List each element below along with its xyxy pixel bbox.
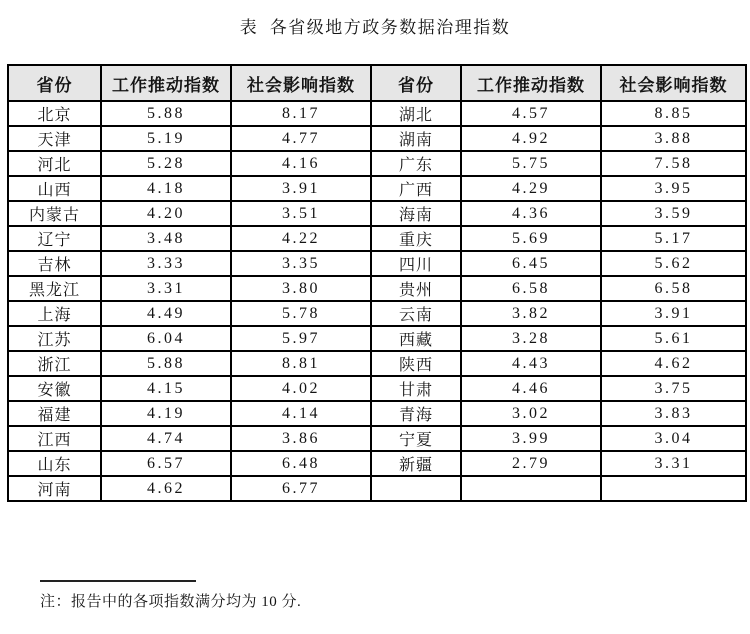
index-value-cell: 4.49 (101, 301, 231, 326)
index-value-cell (601, 476, 746, 501)
province-cell: 河南 (8, 476, 101, 501)
province-cell: 内蒙古 (8, 201, 101, 226)
province-cell: 河北 (8, 151, 101, 176)
province-cell: 广西 (371, 176, 461, 201)
index-value-cell: 4.15 (101, 376, 231, 401)
province-cell: 贵州 (371, 276, 461, 301)
index-value-cell: 3.33 (101, 251, 231, 276)
index-value-cell: 5.28 (101, 151, 231, 176)
index-value-cell: 3.04 (601, 426, 746, 451)
table-row (8, 126, 746, 151)
index-value-cell: 4.57 (461, 101, 601, 126)
index-value-cell: 3.91 (601, 301, 746, 326)
province-cell: 西藏 (371, 326, 461, 351)
index-value-cell: 4.74 (101, 426, 231, 451)
province-cell: 海南 (371, 201, 461, 226)
index-value-cell: 4.16 (231, 151, 371, 176)
header-row (8, 65, 746, 101)
index-value-cell (461, 476, 601, 501)
province-cell: 天津 (8, 126, 101, 151)
province-index-table (7, 64, 747, 502)
index-value-cell: 8.17 (231, 101, 371, 126)
index-value-cell: 8.81 (231, 351, 371, 376)
index-value-cell: 5.88 (101, 101, 231, 126)
table-row (8, 351, 746, 376)
province-cell: 山东 (8, 451, 101, 476)
province-cell: 江西 (8, 426, 101, 451)
index-value-cell: 3.31 (101, 276, 231, 301)
index-value-cell: 4.46 (461, 376, 601, 401)
province-cell: 甘肃 (371, 376, 461, 401)
index-value-cell: 5.75 (461, 151, 601, 176)
index-value-cell: 3.91 (231, 176, 371, 201)
table-row (8, 276, 746, 301)
table-row (8, 451, 746, 476)
index-value-cell: 7.58 (601, 151, 746, 176)
province-cell: 江苏 (8, 326, 101, 351)
index-value-cell: 6.45 (461, 251, 601, 276)
table-row (8, 176, 746, 201)
province-cell: 福建 (8, 401, 101, 426)
index-value-cell: 5.69 (461, 226, 601, 251)
table-row (8, 326, 746, 351)
index-value-cell: 4.62 (101, 476, 231, 501)
index-value-cell: 6.77 (231, 476, 371, 501)
header-work-index-left: 工作推动指数 (101, 65, 231, 101)
index-value-cell: 3.59 (601, 201, 746, 226)
index-value-cell: 3.86 (231, 426, 371, 451)
index-value-cell: 6.58 (461, 276, 601, 301)
province-cell: 新疆 (371, 451, 461, 476)
index-value-cell: 3.83 (601, 401, 746, 426)
table-row (8, 426, 746, 451)
table-row (8, 151, 746, 176)
table-body (8, 101, 746, 501)
province-cell (371, 476, 461, 501)
province-cell: 黑龙江 (8, 276, 101, 301)
table-row (8, 401, 746, 426)
index-value-cell: 6.57 (101, 451, 231, 476)
header-social-index-left: 社会影响指数 (231, 65, 371, 101)
province-cell: 四川 (371, 251, 461, 276)
index-value-cell: 4.62 (601, 351, 746, 376)
index-value-cell: 3.95 (601, 176, 746, 201)
province-cell: 湖北 (371, 101, 461, 126)
province-cell: 吉林 (8, 251, 101, 276)
province-cell: 湖南 (371, 126, 461, 151)
index-value-cell: 6.04 (101, 326, 231, 351)
index-value-cell: 3.99 (461, 426, 601, 451)
table-row (8, 251, 746, 276)
index-value-cell: 3.35 (231, 251, 371, 276)
province-cell: 北京 (8, 101, 101, 126)
index-value-cell: 3.80 (231, 276, 371, 301)
province-cell: 云南 (371, 301, 461, 326)
province-cell: 宁夏 (371, 426, 461, 451)
header-work-index-right: 工作推动指数 (461, 65, 601, 101)
province-cell: 青海 (371, 401, 461, 426)
index-value-cell: 3.82 (461, 301, 601, 326)
header-social-index-right: 社会影响指数 (601, 65, 746, 101)
table-row (8, 226, 746, 251)
index-value-cell: 5.62 (601, 251, 746, 276)
table-row (8, 476, 746, 501)
table-title: 表 各省级地方政务数据治理指数 (239, 18, 511, 37)
province-cell: 上海 (8, 301, 101, 326)
index-value-cell: 5.88 (101, 351, 231, 376)
index-value-cell: 2.79 (461, 451, 601, 476)
index-value-cell: 5.61 (601, 326, 746, 351)
index-value-cell: 4.29 (461, 176, 601, 201)
table-row (8, 201, 746, 226)
index-value-cell: 5.19 (101, 126, 231, 151)
index-value-cell: 3.48 (101, 226, 231, 251)
header-province-right: 省份 (371, 65, 461, 101)
index-value-cell: 3.02 (461, 401, 601, 426)
index-value-cell: 4.02 (231, 376, 371, 401)
index-value-cell: 8.85 (601, 101, 746, 126)
table-row (8, 301, 746, 326)
index-value-cell: 5.97 (231, 326, 371, 351)
province-cell: 陕西 (371, 351, 461, 376)
index-value-cell: 3.31 (601, 451, 746, 476)
province-cell: 广东 (371, 151, 461, 176)
index-value-cell: 4.22 (231, 226, 371, 251)
index-value-cell: 4.14 (231, 401, 371, 426)
index-value-cell: 6.58 (601, 276, 746, 301)
index-value-cell: 4.77 (231, 126, 371, 151)
province-cell: 辽宁 (8, 226, 101, 251)
province-cell: 安徽 (8, 376, 101, 401)
index-value-cell: 4.36 (461, 201, 601, 226)
footnote-separator (40, 580, 196, 582)
index-value-cell: 3.51 (231, 201, 371, 226)
table-row (8, 101, 746, 126)
index-value-cell: 4.18 (101, 176, 231, 201)
index-value-cell: 5.78 (231, 301, 371, 326)
index-value-cell: 4.43 (461, 351, 601, 376)
province-cell: 重庆 (371, 226, 461, 251)
footnote (40, 580, 301, 611)
header-province-left: 省份 (8, 65, 101, 101)
index-value-cell: 3.28 (461, 326, 601, 351)
footnote-text: 注：报告中的各项指数满分均为 10 分. (40, 594, 302, 610)
index-value-cell: 4.19 (101, 401, 231, 426)
province-cell: 山西 (8, 176, 101, 201)
index-value-cell: 4.20 (101, 201, 231, 226)
index-value-cell: 6.48 (231, 451, 371, 476)
index-value-cell: 4.92 (461, 126, 601, 151)
table-row (8, 376, 746, 401)
province-cell: 浙江 (8, 351, 101, 376)
index-value-cell: 3.88 (601, 126, 746, 151)
index-value-cell: 3.75 (601, 376, 746, 401)
index-value-cell: 5.17 (601, 226, 746, 251)
